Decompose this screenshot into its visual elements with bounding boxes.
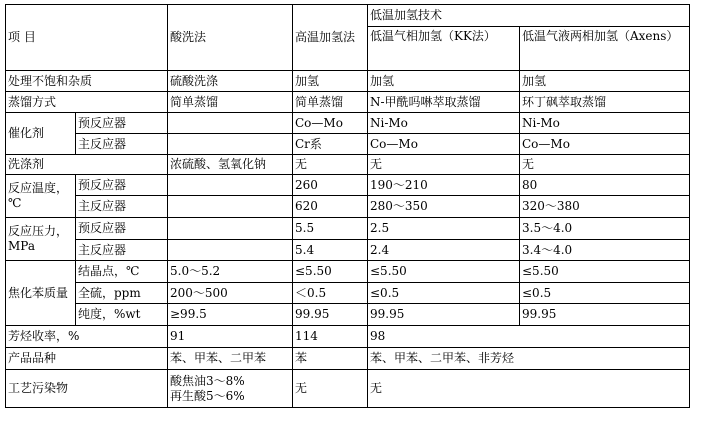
header-low-temp: 低温加氢技术 <box>368 5 690 27</box>
cell-high: 苯 <box>293 348 368 370</box>
cell-low: 苯、甲苯、二甲苯、非芳烃 <box>368 348 690 370</box>
sub-label: 纯度，%wt <box>76 304 168 326</box>
row-label-distill: 蒸馏方式 <box>6 92 168 113</box>
sub-label: 预反应器 <box>76 175 168 196</box>
cell-high: Co—Mo <box>293 113 368 134</box>
cell-high: ＜0.5 <box>293 283 368 304</box>
cell-high: ≤5.50 <box>293 261 368 283</box>
table-row <box>6 218 690 240</box>
cell-axens: ≤0.5 <box>520 283 690 304</box>
cell-acid <box>168 113 293 134</box>
cell-acid: 简单蒸馏 <box>168 92 293 113</box>
table-row <box>6 326 690 348</box>
cell-high: 114 <box>293 326 368 348</box>
sub-label: 全硫，ppm <box>76 283 168 304</box>
cell-axens: ≤5.50 <box>520 261 690 283</box>
cell-axens: 环丁砜萃取蒸馏 <box>520 92 690 113</box>
cell-acid: 5.0～5.2 <box>168 261 293 283</box>
table-row <box>6 304 690 326</box>
cell-kk: Ni-Mo <box>368 113 520 134</box>
comparison-table <box>5 4 690 408</box>
table-row <box>6 196 690 218</box>
cell-high: 620 <box>293 196 368 218</box>
cell-low: 98 <box>368 326 690 348</box>
row-label-products: 产品品种 <box>6 348 168 370</box>
cell-axens: 80 <box>520 175 690 196</box>
cell-kk: 280～350 <box>368 196 520 218</box>
cell-acid: 硫酸洗涤 <box>168 71 293 92</box>
cell-axens: 99.95 <box>520 304 690 326</box>
sub-label: 主反应器 <box>76 240 168 261</box>
cell-acid: 浓硫酸、氢氧化钠 <box>168 155 293 175</box>
cell-kk: 2.5 <box>368 218 520 240</box>
cell-acid <box>168 218 293 240</box>
header-item: 项 目 <box>6 5 168 71</box>
table-row <box>6 175 690 196</box>
row-label-pollutants: 工艺污染物 <box>6 370 168 408</box>
cell-axens: 3.5～4.0 <box>520 218 690 240</box>
cell-high: 加氢 <box>293 71 368 92</box>
cell-high: Cr系 <box>293 134 368 155</box>
sub-label: 预反应器 <box>76 218 168 240</box>
table-row <box>6 261 690 283</box>
row-label-yield: 芳烃收率，% <box>6 326 168 348</box>
table-row <box>6 240 690 261</box>
row-label-temperature: 反应温度，℃ <box>6 175 76 218</box>
cell-kk: N-甲酰吗啉萃取蒸馏 <box>368 92 520 113</box>
header-high-temp: 高温加氢法 <box>293 5 368 71</box>
table-row <box>6 348 690 370</box>
header-axens: 低温气液两相加氢（Axens） <box>520 27 690 71</box>
cell-high: 260 <box>293 175 368 196</box>
cell-kk: Co—Mo <box>368 134 520 155</box>
table-row <box>6 155 690 175</box>
cell-high: 5.4 <box>293 240 368 261</box>
cell-kk: 190～210 <box>368 175 520 196</box>
cell-kk: 99.95 <box>368 304 520 326</box>
cell-high: 简单蒸馏 <box>293 92 368 113</box>
pollutant-line-2: 再生酸5～6% <box>170 388 245 403</box>
cell-acid <box>168 240 293 261</box>
cell-axens: 3.4～4.0 <box>520 240 690 261</box>
cell-high: 5.5 <box>293 218 368 240</box>
cell-axens: 加氢 <box>520 71 690 92</box>
cell-acid <box>168 196 293 218</box>
header-kk: 低温气相加氢（KK法） <box>368 27 520 71</box>
table-row <box>6 370 690 408</box>
sub-label: 主反应器 <box>76 134 168 155</box>
row-label-pressure: 反应压力，MPa <box>6 218 76 261</box>
cell-kk: ≤0.5 <box>368 283 520 304</box>
cell-axens: Ni-Mo <box>520 113 690 134</box>
sub-label: 结晶点，℃ <box>76 261 168 283</box>
header-acid-wash: 酸洗法 <box>168 5 293 71</box>
cell-acid: ≥99.5 <box>168 304 293 326</box>
sub-label: 主反应器 <box>76 196 168 218</box>
cell-acid-multiline <box>168 370 293 408</box>
row-label-benzene-quality: 焦化苯质量 <box>6 261 76 326</box>
cell-kk: 2.4 <box>368 240 520 261</box>
cell-acid <box>168 175 293 196</box>
cell-acid: 200～500 <box>168 283 293 304</box>
cell-acid <box>168 134 293 155</box>
cell-acid: 苯、甲苯、二甲苯 <box>168 348 293 370</box>
sub-label: 预反应器 <box>76 113 168 134</box>
table-row <box>6 71 690 92</box>
cell-acid: 91 <box>168 326 293 348</box>
row-label-unsaturated: 处理不饱和杂质 <box>6 71 168 92</box>
row-label-detergent: 洗涤剂 <box>6 155 168 175</box>
table-row <box>6 92 690 113</box>
table-row <box>6 134 690 155</box>
cell-high: 无 <box>293 370 368 408</box>
table-row <box>6 283 690 304</box>
table-row <box>6 113 690 134</box>
cell-kk: 加氢 <box>368 71 520 92</box>
cell-low: 无 <box>368 370 690 408</box>
cell-high: 99.95 <box>293 304 368 326</box>
cell-axens: Co—Mo <box>520 134 690 155</box>
cell-kk: ≤5.50 <box>368 261 520 283</box>
cell-high: 无 <box>293 155 368 175</box>
cell-kk: 无 <box>368 155 520 175</box>
cell-axens: 320～380 <box>520 196 690 218</box>
row-label-catalyst: 催化剂 <box>6 113 76 155</box>
pollutant-line-1: 酸焦油3～8% <box>170 373 245 388</box>
cell-axens: 无 <box>520 155 690 175</box>
